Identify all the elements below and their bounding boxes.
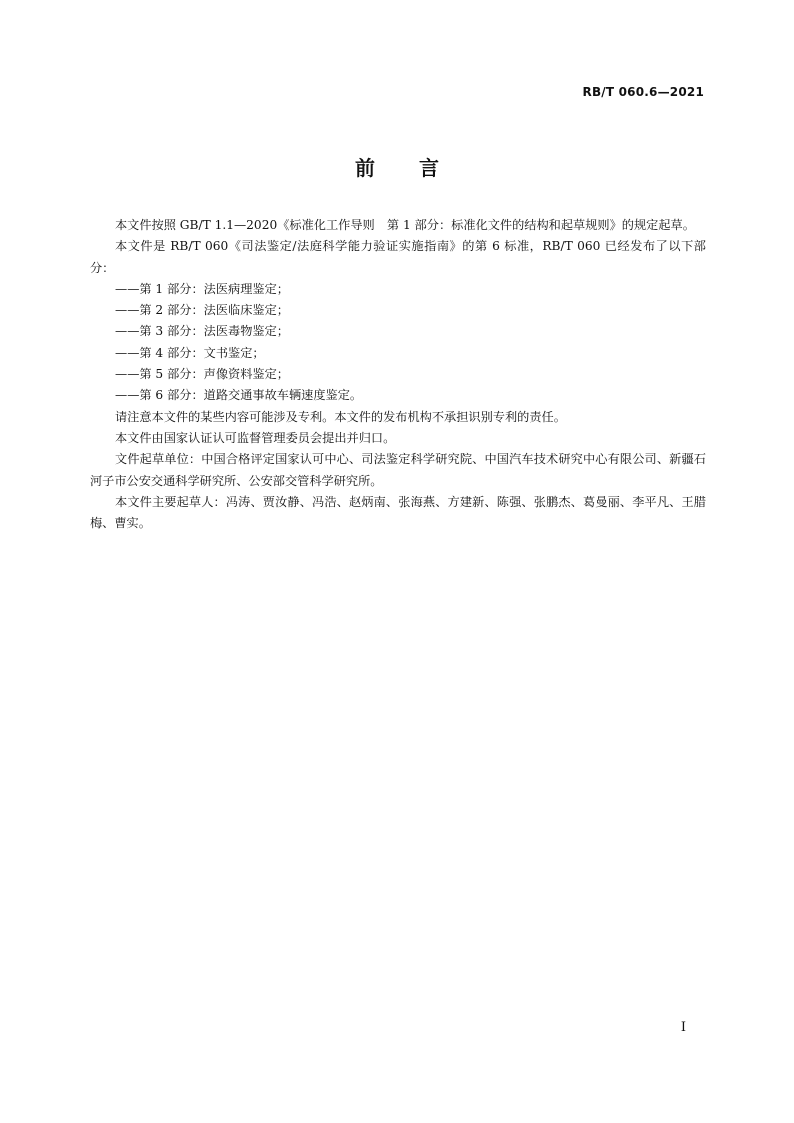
document-code: RB/T 060.6—2021 xyxy=(582,85,704,99)
paragraph-drafting-rule: 本文件按照 GB/T 1.1—2020《标准化工作导则 第 1 部分：标准化文件的结构和起草规则》的规定起草。 xyxy=(115,218,695,232)
foreword-body xyxy=(90,215,706,534)
paragraph-patent-notice: 请注意本文件的某些内容可能涉及专利。本文件的发布机构不承担识别专利的责任。 xyxy=(115,409,566,424)
list-item-part-4: ——第 4 部分：文书鉴定； xyxy=(115,345,265,360)
list-item-part-5: ——第 5 部分：声像资料鉴定； xyxy=(115,367,289,382)
page-number: I xyxy=(680,1020,686,1035)
list-item-part-3: ——第 3 部分：法医毒物鉴定； xyxy=(115,324,289,339)
title-char-1: 前 xyxy=(355,156,375,180)
paragraph-proposer: 本文件由国家认证认可监督管理委员会提出并归口。 xyxy=(115,430,396,445)
list-item-part-6: ——第 6 部分：道路交通事故车辆速度鉴定。 xyxy=(115,388,363,403)
page-title xyxy=(0,152,794,181)
list-item-part-2: ——第 2 部分：法医临床鉴定； xyxy=(115,303,289,318)
paragraph-drafting-units: 文件起草单位：中国合格评定国家认可中心、司法鉴定科学研究院、中国汽车技术研究中心有限公司、新疆石河子市公安交通科学研究所、公安部交管科学研究所。 xyxy=(90,452,706,488)
title-char-2: 言 xyxy=(419,156,439,180)
paragraph-drafters: 本文件主要起草人：冯涛、贾汝静、冯浩、赵炳南、张海燕、方建新、陈强、张鹏杰、葛曼丽、李平凡、王腊梅、曹实。 xyxy=(90,494,706,531)
list-item-part-1: ——第 1 部分：法医病理鉴定； xyxy=(115,281,289,296)
paragraph-series-info: 本文件是 RB/T 060《司法鉴定/法庭科学能力验证实施指南》的第 6 标准，RB/T 060 已经发布了以下部分： xyxy=(90,239,706,275)
